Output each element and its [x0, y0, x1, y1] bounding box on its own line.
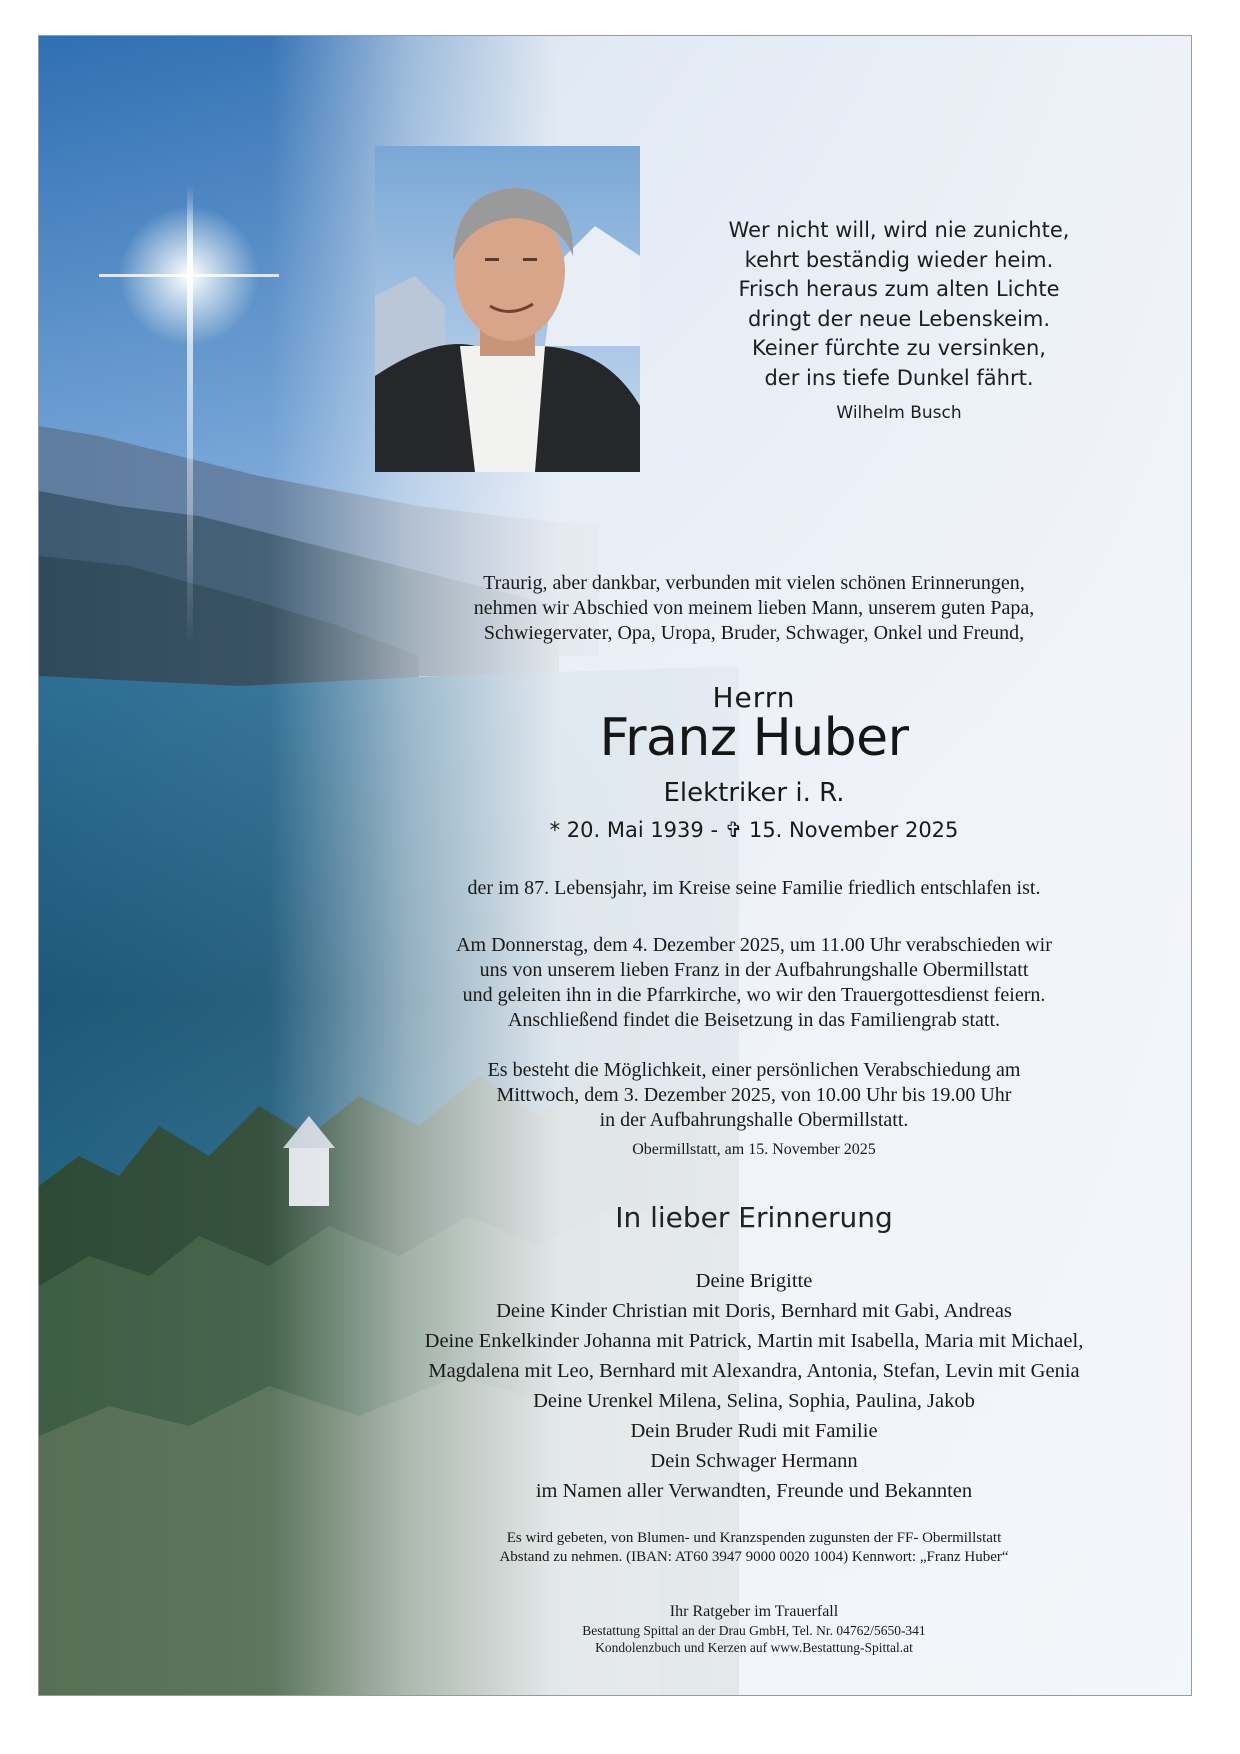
poem-line: Keiner fürchte zu versinken, — [752, 336, 1046, 360]
family-line: Dein Bruder Rudi mit Familie — [630, 1420, 878, 1442]
poem-line: der ins tiefe Dunkel fährt. — [764, 365, 1034, 390]
footer-web: Kondolenzbuch und Kerzen auf www.Bestattung-Spittal.at — [595, 1640, 913, 1655]
footer-company: Bestattung Spittal an der Drau GmbH, Tel. Nr. 04762/5650-341 — [582, 1623, 926, 1638]
family-line: im Namen aller Verwandten, Freunde und Bekannten — [535, 1480, 973, 1502]
family-line: Deine Brigitte — [695, 1270, 813, 1292]
deceased-name: Franz Huber — [599, 708, 909, 768]
paragraph-line: uns von unserem lieben Franz in der Aufbahrungshalle Obermillstatt — [479, 959, 1029, 981]
donation-note — [369, 1529, 1139, 1567]
ceremony-paragraph — [369, 933, 1139, 1033]
portrait-photo — [375, 146, 640, 472]
profession: Elektriker i. R. — [663, 778, 845, 808]
intro-line: Schwiegervater, Opa, Uropa, Bruder, Schwager, Onkel und Freund, — [483, 622, 1025, 644]
footer-title: Ihr Ratgeber im Trauerfall — [669, 1603, 839, 1620]
intro-line: Traurig, aber dankbar, verbunden mit vielen schönen Erinnerungen, — [483, 572, 1025, 594]
paragraph-line: und geleiten ihn in die Pfarrkirche, wo wir den Trauergottesdienst feiern. — [462, 984, 1046, 1006]
poem — [689, 216, 1109, 429]
family-line: Deine Enkelkinder Johanna mit Patrick, Martin mit Isabella, Maria mit Michael, — [424, 1330, 1084, 1352]
poem-author: Wilhelm Busch — [836, 403, 962, 423]
paragraph-line: Mittwoch, dem 3. Dezember 2025, von 10.00 Uhr bis 19.00 Uhr — [496, 1084, 1012, 1106]
salutation: Herrn — [712, 681, 796, 714]
obituary-card — [38, 35, 1192, 1696]
family-line: Dein Schwager Hermann — [650, 1450, 858, 1472]
life-dates: * 20. Mai 1939 - ✞ 15. November 2025 — [549, 818, 959, 842]
family-line: Magdalena mit Leo, Bernhard mit Alexandra, Antonia, Stefan, Levin mit Genia — [428, 1360, 1080, 1382]
paragraph-line: Am Donnerstag, dem 4. Dezember 2025, um 11.00 Uhr verabschieden wir — [456, 934, 1052, 956]
poem-line: Wer nicht will, wird nie zunichte, — [728, 218, 1070, 242]
note-line: Es wird gebeten, von Blumen- und Kranzspenden zugunsten der FF- Obermillstatt — [506, 1530, 1002, 1546]
paragraph-line: Anschließend findet die Beisetzung in das Familiengrab statt. — [507, 1009, 1001, 1031]
poem-line: Frisch heraus zum alten Lichte — [738, 277, 1060, 301]
intro-line: nehmen wir Abschied von meinem lieben Mann, unserem guten Papa, — [473, 597, 1035, 619]
paragraph-line: in der Aufbahrungshalle Obermillstatt. — [599, 1109, 909, 1131]
place-date: Obermillstatt, am 15. November 2025 — [632, 1141, 876, 1158]
note-line: Abstand zu nehmen. (IBAN: AT60 3947 9000 0020 1004) Kennwort: „Franz Huber“ — [499, 1549, 1009, 1565]
paragraph-line: Es besteht die Möglichkeit, einer persönlichen Verabschiedung am — [487, 1059, 1021, 1081]
funeral-home-footer — [369, 1603, 1139, 1656]
family-line: Deine Kinder Christian mit Doris, Bernhard mit Gabi, Andreas — [496, 1300, 1012, 1322]
poem-line: dringt der neue Lebenskeim. — [747, 306, 1051, 331]
intro-text — [369, 571, 1139, 646]
memory-heading: In lieber Erinnerung — [615, 1201, 893, 1234]
family-line: Deine Urenkel Milena, Selina, Sophia, Paulina, Jakob — [533, 1390, 975, 1412]
family-list — [339, 1266, 1169, 1506]
passed-paragraph — [369, 876, 1139, 901]
poem-line: kehrt beständig wieder heim. — [744, 247, 1054, 272]
paragraph-line: der im 87. Lebensjahr, im Kreise seine Familie friedlich entschlafen ist. — [467, 877, 1041, 899]
viewing-paragraph — [369, 1058, 1139, 1133]
